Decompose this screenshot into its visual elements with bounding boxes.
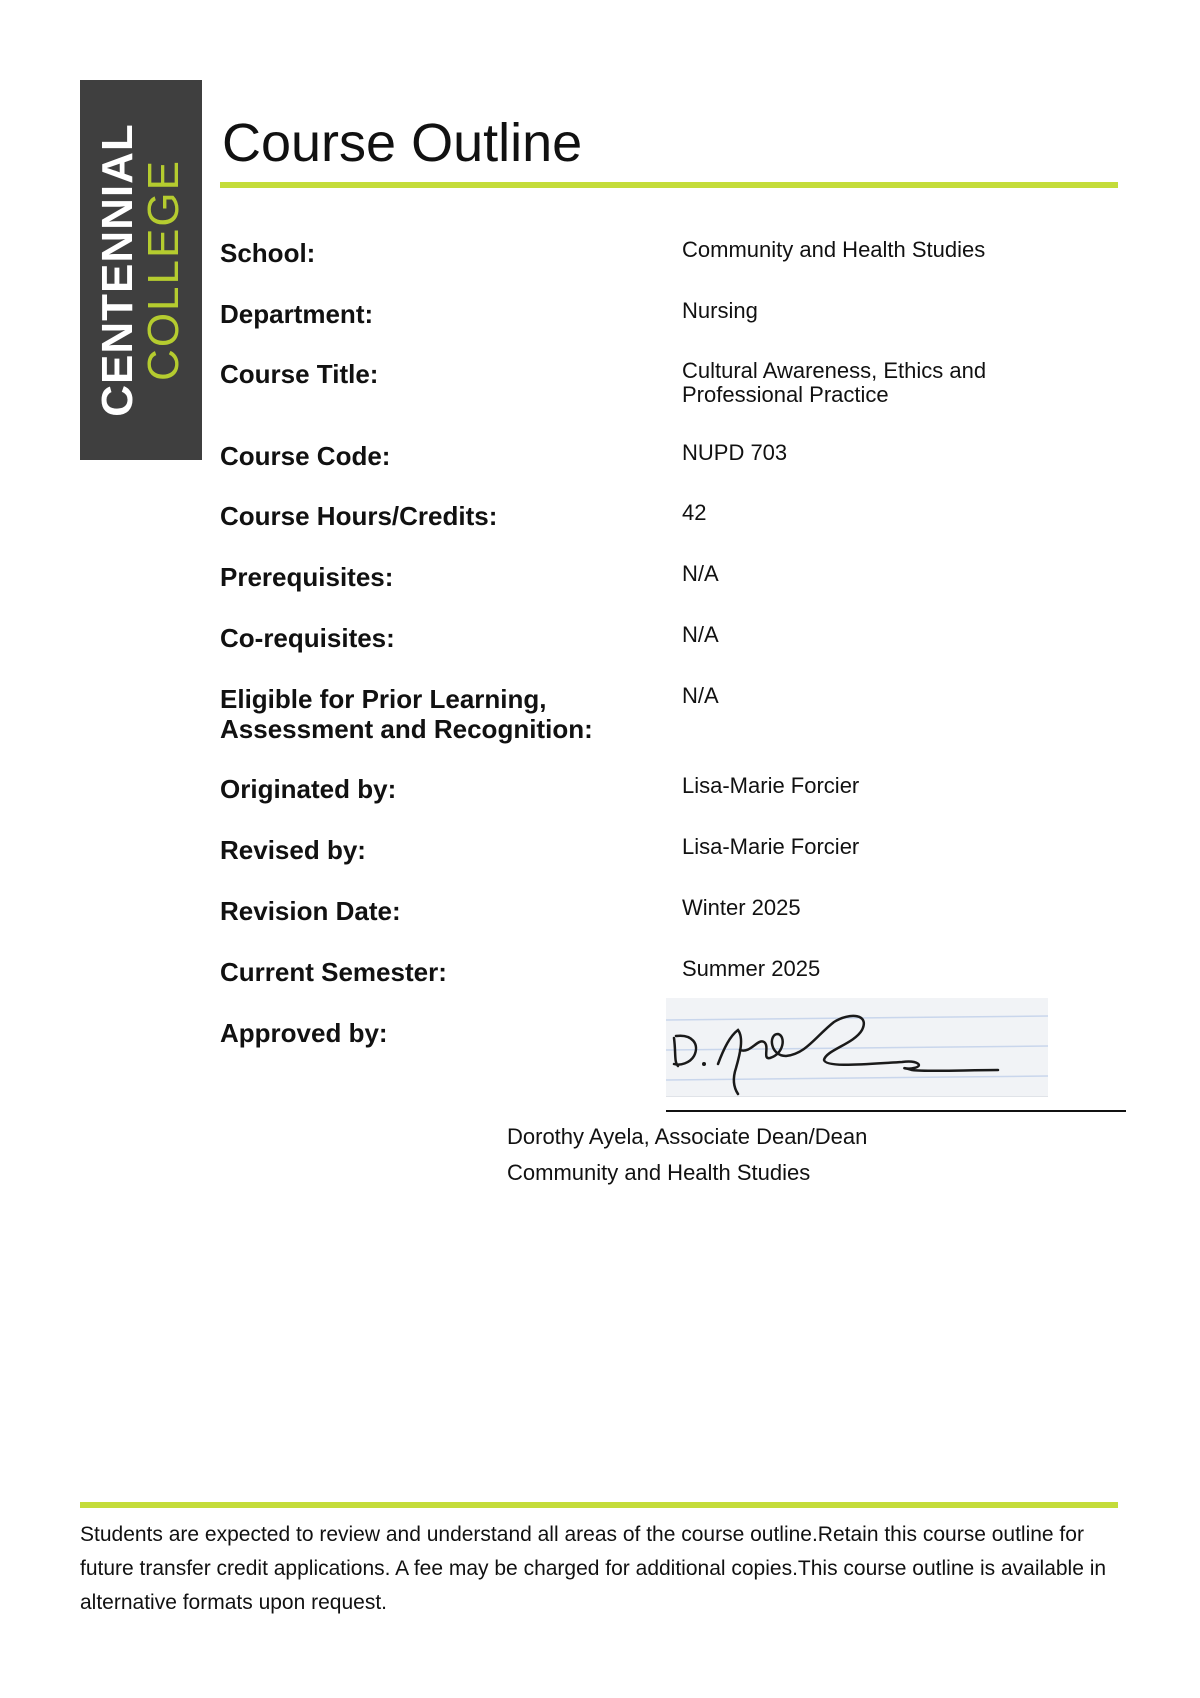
plar-label-line1: Eligible for Prior Learning,: [220, 684, 547, 714]
course-title-value-line2: Professional Practice: [682, 382, 889, 407]
logo-line-college: COLLEGE: [139, 159, 188, 381]
signature-image: [666, 998, 1048, 1097]
logo-line-centennial: CENTENNIAL: [93, 123, 142, 417]
revision-date-label: Revision Date:: [220, 896, 401, 926]
revision-date-value: Winter 2025: [682, 895, 801, 920]
course-code-label: Course Code:: [220, 441, 391, 471]
approved-by-label: Approved by:: [220, 1018, 388, 1048]
footer-note: Students are expected to review and understand all areas of the course outline.Retain this course outline for future transfer credit applications. A fee may be charged for additional copies.This course outline is available in alternative formats upon request.: [80, 1523, 1107, 1614]
corequisites-label: Co-requisites:: [220, 623, 395, 653]
page-title: Course Outline: [222, 113, 583, 173]
school-label: School:: [220, 238, 316, 268]
originated-by-value: Lisa-Marie Forcier: [682, 773, 860, 798]
prerequisites-label: Prerequisites:: [220, 562, 394, 592]
current-semester-label: Current Semester:: [220, 957, 447, 987]
plar-label-line2: Assessment and Recognition:: [220, 714, 593, 744]
plar-label: [220, 684, 650, 744]
hours-value: 42: [682, 500, 707, 525]
course-code-value: NUPD 703: [682, 440, 788, 465]
footer-divider: [80, 1502, 1118, 1508]
title-divider: [220, 182, 1118, 188]
revised-by-label: Revised by:: [220, 835, 366, 865]
logo-wordmark: [93, 80, 188, 460]
plar-value: N/A: [682, 683, 719, 708]
signer-name-title: Dorothy Ayela, Associate Dean/Dean: [507, 1124, 868, 1149]
revised-by-value: Lisa-Marie Forcier: [682, 834, 860, 859]
corequisites-value: N/A: [682, 622, 719, 647]
signature-graphic: [666, 998, 1048, 1096]
hours-label: Course Hours/Credits:: [220, 501, 498, 531]
department-value: Nursing: [682, 298, 758, 323]
college-logo: [80, 80, 202, 460]
department-label: Department:: [220, 299, 374, 329]
signature-line: [666, 1110, 1126, 1112]
current-semester-value: Summer 2025: [682, 956, 821, 981]
course-title-value: [682, 359, 1102, 407]
signer-school: Community and Health Studies: [507, 1160, 811, 1185]
course-title-value-line1: Cultural Awareness, Ethics and: [682, 358, 987, 383]
prerequisites-value: N/A: [682, 561, 719, 586]
school-value: Community and Health Studies: [682, 237, 986, 262]
originated-by-label: Originated by:: [220, 774, 397, 804]
course-title-label: Course Title:: [220, 359, 379, 389]
